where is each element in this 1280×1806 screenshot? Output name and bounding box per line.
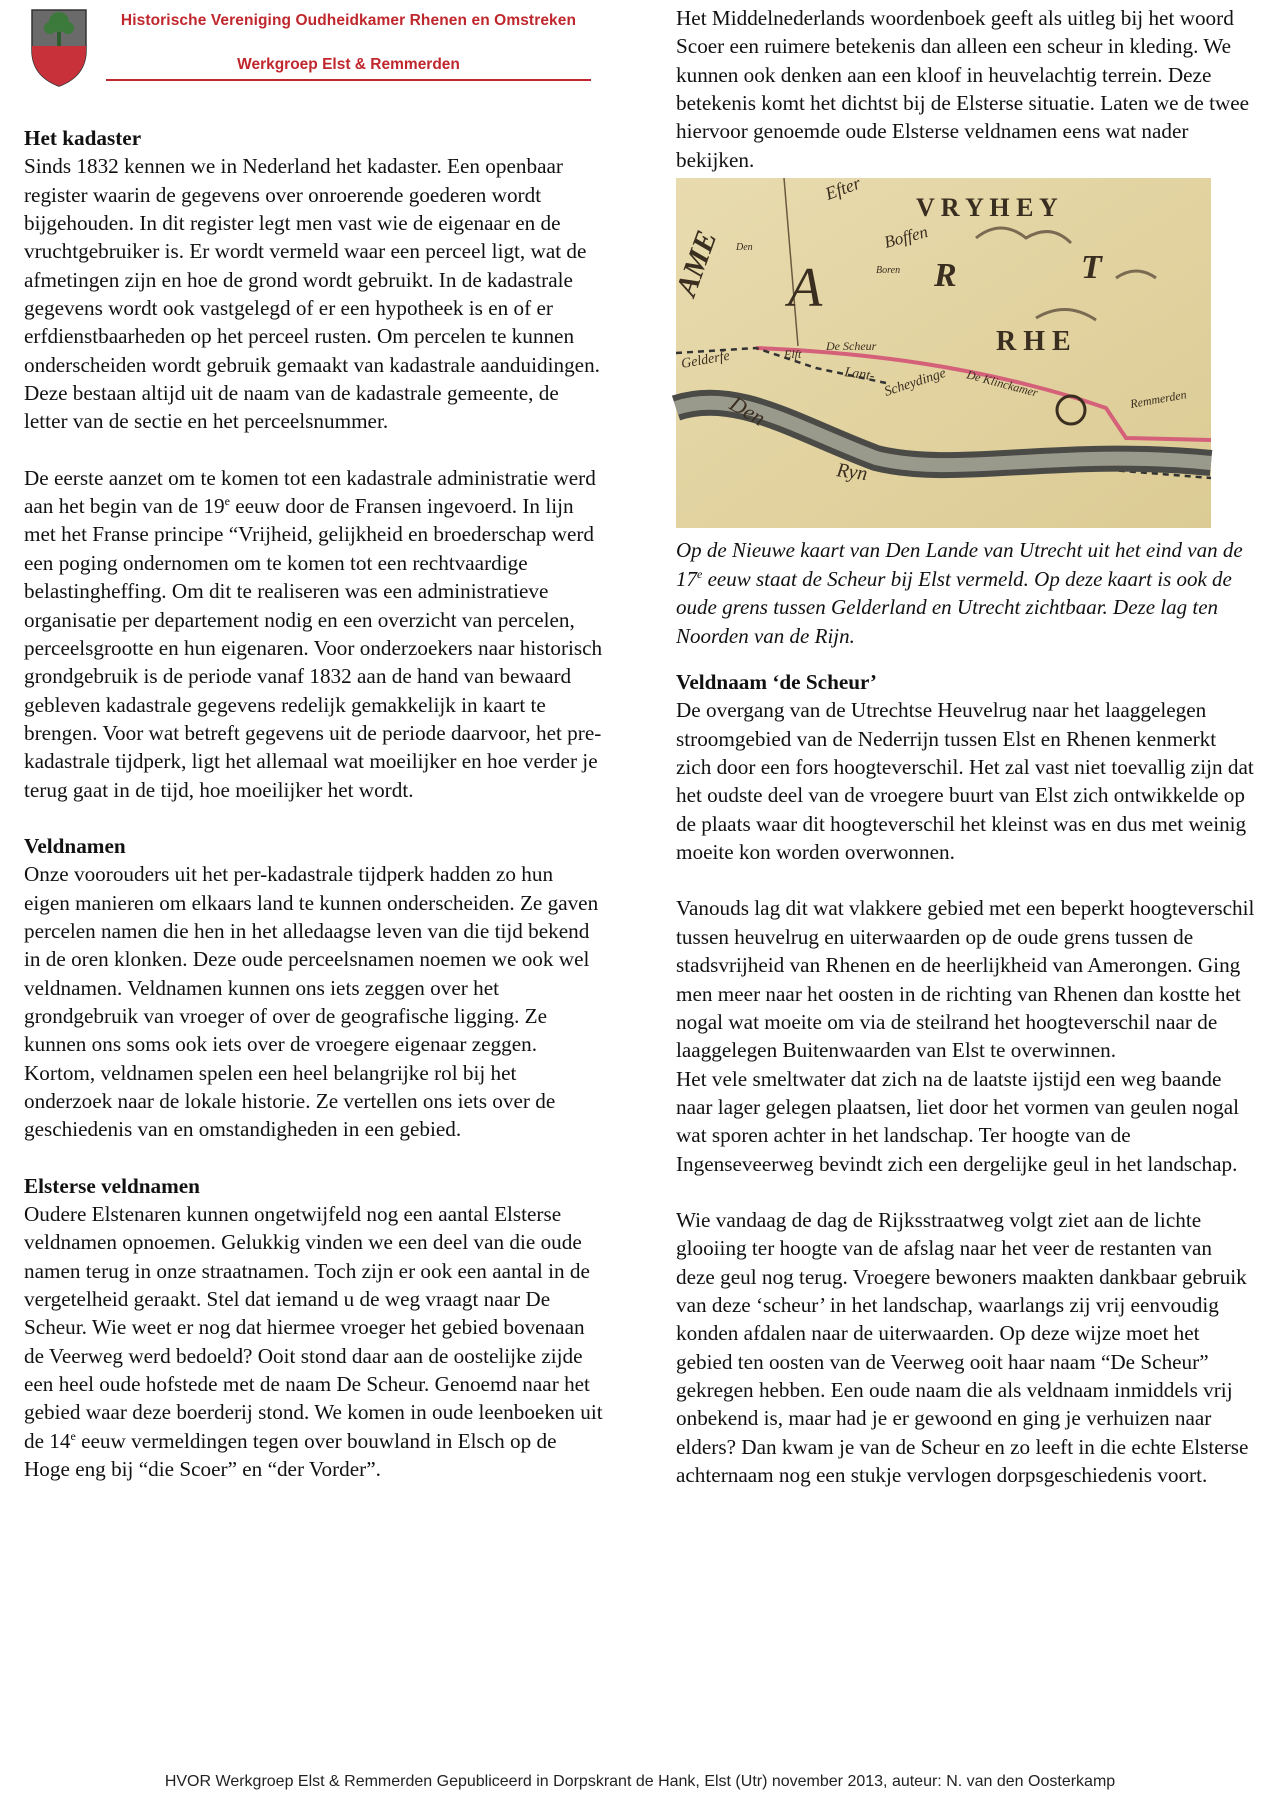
map-label: Den: [736, 242, 753, 254]
map-label: Gelderfe: [680, 348, 731, 373]
map-caption: Op de Nieuwe kaart van Den Lande van Utrecht uit het eind van de 17e eeuw staat de Scheur bij Elst vermeld. Op deze kaart is ook de oude grens tussen Gelderland en Utrecht zichtbaar. Deze lag ten Noorden van de Rijn.: [676, 538, 1243, 648]
page-footer: HVOR Werkgroep Elst & Remmerden Gepubliceerd in Dorpskrant de Hank, Elst (Utr) november 2013, auteur: N. van den Oosterkamp: [164, 1773, 1116, 1790]
coat-of-arms-logo: [28, 6, 90, 88]
section-title-de-scheur: Veldnaam ‘de Scheur’: [676, 670, 877, 695]
organization-title: Historische Vereniging Oudheidkamer Rhenen en Omstreken: [120, 12, 577, 29]
workgroup-subtitle: Werkgroep Elst & Remmerden: [237, 56, 460, 73]
paragraph: Sinds 1832 kennen we in Nederland het kadaster. Een openbaar register waarin de gegevens over onroerende goederen wordt bijgehouden. In dit register legt men vast wie de eigenaar en de vruchtgebruiker is. Er wordt vermeld waar een perceel ligt, wat de afmetingen zijn en hoe de grond wordt gebruikt. In de kadastrale gegevens wordt ook vastgelegd of er een hypotheek is en of er erfdienstbaarheden op het perceel rusten. Om percelen te kunnen onderscheiden wordt gebruik gemaakt van kadastrale aanduidingen. Deze bestaan altijd uit de naam van de kadastrale gemeente, de letter van de sectie en het perceelsnummer.: [24, 154, 600, 434]
historical-map-image: [669, 172, 1211, 528]
map-label: Boren: [876, 265, 901, 277]
map-label: R H E: [996, 326, 1071, 358]
left-column: [24, 124, 604, 1483]
section-title-kadaster: Het kadaster: [24, 126, 142, 150]
paragraph: Oudere Elstenaren kunnen ongetwijfeld nog een aantal Elsterse veldnamen opnoemen. Gelukkig vinden we een deel van die oude namen terug in onze straatnamen. Toch zijn er ook een aantal in de vergetelheid geraakt. Stel dat iemand u de weg vraagt naar De Scheur. Wie weet er nog dat hiermee vroeger het gebied bovenaan de Veerweg werd bedoeld? Ooit stond daar aan de oostelijke zijde een heel oude hofstede met de naam De Scheur. Genoemd naar het gebied waar deze boerderij stond. We komen in oude leenboeken uit de 14e eeuw vermeldingen tegen over bouwland in Elsch op de Hoge eng bij “die Scoer” en “der Vorder”.: [24, 1202, 603, 1482]
map-label: Efter: [822, 172, 864, 204]
map-label: AME: [669, 226, 724, 301]
page-header: [26, 4, 591, 90]
paragraph: Het Middelnederlands woordenboek geeft als uitleg bij het woord Scoer een ruimere betekenis dan alleen een scheur in kleding. We kunnen ook denken aan een kloof in heuvelachtig terrein. Deze betekenis komt het dichtst bij de Elsterse situatie. Laten we de twee hiervoor genoemde oude Elsterse veldnamen eens wat nader bekijken.: [676, 6, 1250, 172]
map-label: Elft: [784, 347, 802, 362]
map-label: R: [934, 257, 957, 295]
header-divider: [106, 79, 591, 81]
map-label: T: [1081, 249, 1102, 287]
paragraph: De eerste aanzet om te komen tot een kadastrale administratie werd aan het begin van de 19e eeuw door de Fransen ingevoerd. In lijn met het Franse principe “Vrijheid, gelijkheid en broederschap werd een poging ondernomen om te komen tot een rechtvaardige belastingheffing. Om dit te realiseren was een administratieve organisatie per departement nodig en een overzicht van percelen, perceelsgrootte en hun eigenaren. Voor onderzoekers naar historisch grondgebruik is de periode vanaf 1832 aan de hand van bewaard gebleven kadastrale gegevens redelijk gemakkelijk in kaart te brengen. Voor wat betreft gegevens uit de periode daarvoor, het pre-kadastrale tijdperk, ligt het allemaal wat moeilijker en hoe verder je terug gaat in de tijd, hoe moeilijker het wordt.: [24, 465, 603, 802]
map-label: Boffen: [882, 222, 930, 252]
paragraph: Vanouds lag dit wat vlakkere gebied met een beperkt hoogteverschil tussen heuvelrug en uiterwaarden op de oude grens tussen de stadsvrijheid van Rhenen en de heerlijkheid van Amerongen. Ging men meer naar het oosten in de richting van Rhenen dan kostte het nogal wat moeite om via de steilrand het hoogteverschil naar de laaggelegen Buitenwaarden van Elst te overwinnen.: [676, 896, 1255, 1063]
map-label: Den: [725, 390, 770, 431]
map-label: Remmerden: [1129, 387, 1188, 412]
paragraph: Wie vandaag de dag de Rijksstraatweg volgt ziet aan de lichte glooiing ter hoogte van de afslag naar het veer de restanten van deze geul nog terug. Vroegere bewoners maakten dankbaar gebruik van deze ‘scheur’ in het landschap, waarlangs zij vrij eenvoudig konden afdalen naar de uiterwaarden. Op deze wijze moet het gebied ten oosten van de Veerweg ooit haar naam “De Scheur” gekregen hebben. Een oude naam die als veldnaam inmiddels vrij onbekend is, maar had je er gewoond en ging je verhuizen naar elders? Dan kwam je van de Scheur en zo leeft in die echte Elsterse achternaam nog een stukje vervlogen dorpsgeschiedenis voort.: [676, 1207, 1249, 1487]
paragraph: Het vele smeltwater dat zich na de laatste ijstijd een weg baande naar lager gelegen plaatsen, liet door het vormen van geulen nogal wat sporen achter in het landschap. Ter hoogte van de Ingenseveerweg bevindt zich een dergelijke geul in het landschap.: [676, 1066, 1240, 1176]
map-label: De Scheur: [826, 339, 877, 354]
map-label: Lant-: [843, 365, 876, 385]
right-column: [669, 4, 1256, 1489]
paragraph: De overgang van de Utrechtse Heuvelrug naar het laaggelegen stroomgebied van de Nederrijn tussen Elst en Rhenen kenmerkt zich door een fors hoogteverschil. Het zal vast niet toevallig zijn dat het oudste deel van de vroegere buurt van Elst zich ontwikkelde op de plaats waar dit hoogteverschil het kleinst was en dus met weinig moeite kon worden overwonnen.: [676, 698, 1254, 865]
section-title-veldnamen: Veldnamen: [24, 833, 126, 858]
paragraph: Onze voorouders uit het per-kadastrale tijdperk hadden zo hun eigen manieren om elkaars land te kunnen onderscheiden. Ze gaven percelen namen die hen in het alledaagse leven van die tijd bekend in de oren klonken. Deze oude perceelsnamen noemen we ook wel veldnamen. Veldnamen kunnen ons iets zeggen over het grondgebruik van vroeger of over de geografische ligging. Ze kunnen ons soms ook iets over de vroegere eigenaar zeggen. Kortom, veldnamen spelen een heel belangrijke rol bij het onderzoek naar de lokale historie. Ze vertellen ons iets over de geschiedenis van en omstandigheden in een gebied.: [24, 862, 599, 1142]
map-label: Scheydinge: [882, 365, 948, 400]
map-label: V R Y H E Y: [916, 193, 1058, 223]
map-label: A: [788, 257, 823, 320]
map-label: Ryn: [835, 459, 869, 486]
map-label: De Klinckamer: [965, 367, 1040, 400]
section-title-elsterse-veldnamen: Elsterse veldnamen: [24, 1173, 200, 1198]
